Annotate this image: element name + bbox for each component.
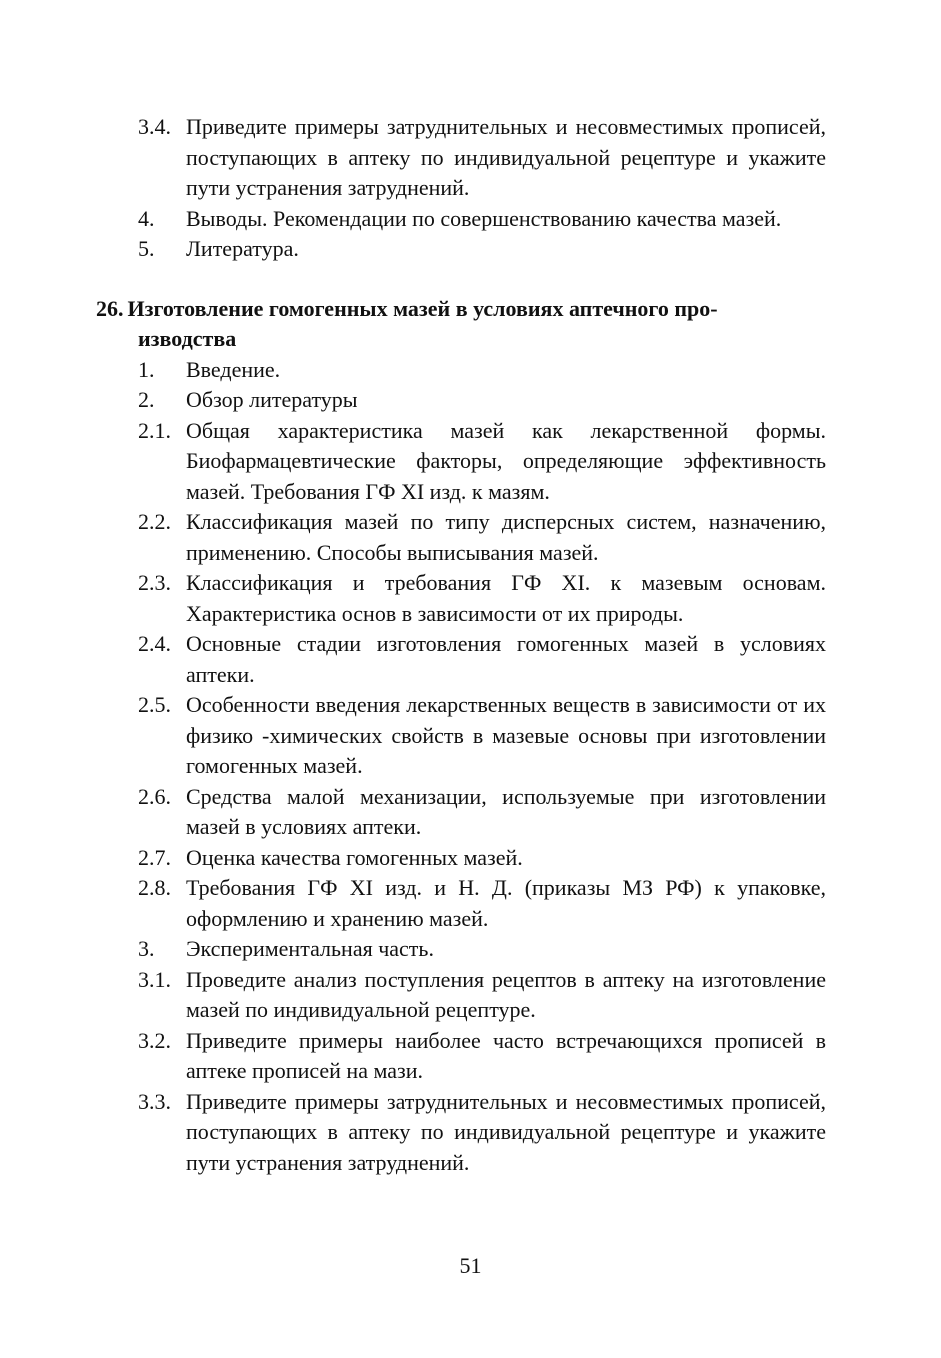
item-text: Требования ГФ XI изд. и Н. Д. (приказы МЗ РФ) к упаковке, оформлению и хранению мазей. [186, 875, 826, 931]
item-number: 2.8. [138, 875, 171, 900]
section-number: 26. [96, 295, 124, 321]
list-item [138, 568, 826, 629]
item-number: 5. [138, 236, 155, 261]
list-item [138, 1087, 826, 1179]
list-item [138, 416, 826, 508]
list-item [138, 234, 826, 265]
item-text: Общая характеристика мазей как лекарственной формы. Биофармацевтические факторы, определяющие эффективность мазей. Требования ГФ XI изд. к мазям. [186, 417, 826, 504]
item-number: 2.2. [138, 509, 171, 534]
item-number: 3.3. [138, 1088, 171, 1114]
item-number: 2. [138, 387, 155, 412]
item-number: 2.5. [138, 692, 171, 717]
item-text: Классификация и требования ГФ XI. к мазевым основам. Характеристика основ в зависимости от их природы. [186, 570, 826, 626]
item-text: Приведите примеры затруднительных и несовместимых прописей, поступающих в аптеку по индивидуальной рецептуре и укажите пути устранения затруднений. [186, 1088, 826, 1175]
item-text: Основные стадии изготовления гомогенных мазей в условиях аптеки. [186, 631, 826, 687]
item-text: Экспериментальная часть. [186, 936, 434, 961]
item-number: 2.6. [138, 783, 171, 809]
list-item [138, 965, 826, 1026]
list-item [138, 873, 826, 934]
item-text: Приведите примеры затруднительных и несовместимых прописей, поступающих в аптеку по индивидуальной рецептуре и укажите пути устранения затруднений. [186, 114, 826, 200]
item-text: Литература. [186, 236, 299, 261]
section-heading [96, 294, 812, 355]
list-item [138, 629, 826, 690]
item-text: Особенности введения лекарственных веществ в зависимости от их физико -химических свойств в мазевые основы при изготовлении гомогенных мазей. [186, 692, 826, 778]
section-list [138, 355, 826, 1179]
list-item [138, 204, 826, 235]
list-item [138, 112, 826, 204]
list-item [138, 843, 826, 874]
item-text: Приведите примеры наиболее часто встречающихся прописей в аптеке прописей на мази. [186, 1027, 826, 1083]
section-title-line2: изводства [138, 326, 237, 351]
item-number: 3. [138, 936, 155, 961]
item-text: Классификация мазей по типу дисперсных систем, назначению, применению. Способы выписывания мазей. [186, 509, 826, 565]
list-item [138, 507, 826, 568]
item-text: Обзор литературы [186, 387, 358, 412]
item-number: 2.7. [138, 844, 171, 870]
list-item [138, 385, 826, 416]
item-text: Оценка качества гомогенных мазей. [186, 844, 523, 870]
item-number: 4. [138, 205, 155, 231]
item-number: 3.4. [138, 114, 171, 139]
section-title-line1: Изготовление гомогенных мазей в условиях аптечного про- [127, 295, 718, 321]
item-number: 3.2. [138, 1027, 171, 1053]
page-content [96, 112, 826, 1178]
item-number: 3.1. [138, 966, 171, 992]
item-number: 1. [138, 356, 155, 382]
item-number: 2.1. [138, 417, 171, 443]
item-text: Проведите анализ поступления рецептов в аптеку на изготовление мазей по индивидуальной рецептуре. [186, 966, 826, 1022]
list-item [138, 934, 826, 965]
list-item [138, 355, 826, 386]
list-item [138, 690, 826, 782]
top-list [138, 112, 826, 265]
item-text: Средства малой механизации, используемые при изготовлении мазей в условиях аптеки. [186, 783, 826, 839]
page-number: 51 [459, 1253, 482, 1278]
item-number: 2.4. [138, 631, 171, 656]
item-text: Введение. [186, 356, 281, 382]
list-item [138, 1026, 826, 1087]
item-number: 2.3. [138, 570, 171, 595]
item-text: Выводы. Рекомендации по совершенствованию качества мазей. [186, 205, 782, 231]
list-item [138, 782, 826, 843]
